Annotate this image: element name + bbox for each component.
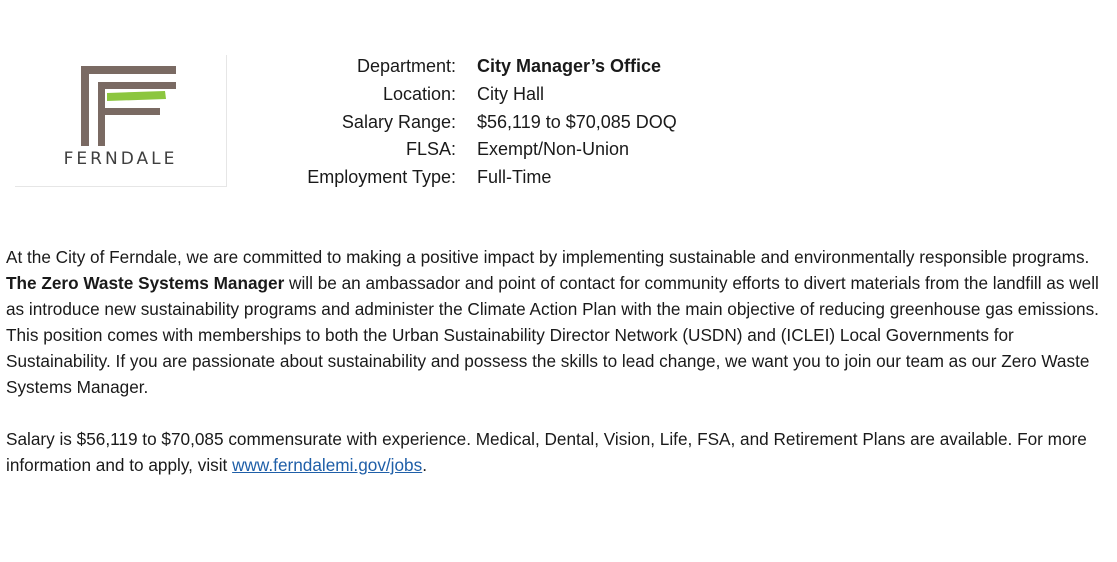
salary-text: Salary is $56,119 to $70,085 commensurate with experience. Medical, Dental, Vision, Life, FSA, and Retirement Plans are available. For more information and to apply, visit <box>6 429 1087 475</box>
info-row-location <box>240 81 677 109</box>
info-row-salary-range <box>240 108 677 136</box>
info-label: Salary Range: <box>341 111 456 132</box>
info-row-department <box>240 53 677 81</box>
info-value: $56,119 to $70,085 DOQ <box>477 111 677 132</box>
ferndale-logo <box>15 55 227 187</box>
position-title: The Zero Waste Systems Manager <box>6 273 285 293</box>
info-value: City Manager’s Office <box>477 56 662 77</box>
logo-wordmark: FERNDALE <box>63 149 178 169</box>
info-label: FLSA: <box>405 139 456 160</box>
info-row-flsa <box>240 136 677 164</box>
intro-text-continued: will be an ambassador and point of contact for community efforts to divert materials from the landfill as well as introduce new sustainability programs and administer the Climate Action Plan with the main objective of reducing greenhouse gas emissions. This position comes with memberships to both the Urban Sustainability Director Network (USDN) and (ICLEI) Local Governments for Sustainability. If you are passionate about sustainability and possess the skills to lead change, we want you to join our team as our Zero Waste Systems Manager. <box>6 273 1099 397</box>
info-value: Exempt/Non-Union <box>477 139 630 160</box>
salary-text-end: . <box>422 455 427 475</box>
intro-text: At the City of Ferndale, we are committed to making a positive impact by implementing sustainable and environmentally responsible programs. <box>6 247 1090 267</box>
info-value: City Hall <box>477 84 545 105</box>
salary-paragraph <box>6 426 1114 478</box>
info-label: Department: <box>356 56 456 77</box>
ferndale-f-logo-icon <box>81 66 191 146</box>
info-label: Location: <box>382 84 456 105</box>
info-row-employment-type <box>240 164 677 192</box>
info-value: Full-Time <box>477 167 552 188</box>
intro-paragraph <box>6 244 1114 400</box>
job-description <box>6 244 1114 478</box>
job-info-table <box>240 53 677 191</box>
info-label: Employment Type: <box>307 167 456 188</box>
jobs-link[interactable]: www.ferndalemi.gov/jobs <box>232 455 423 475</box>
